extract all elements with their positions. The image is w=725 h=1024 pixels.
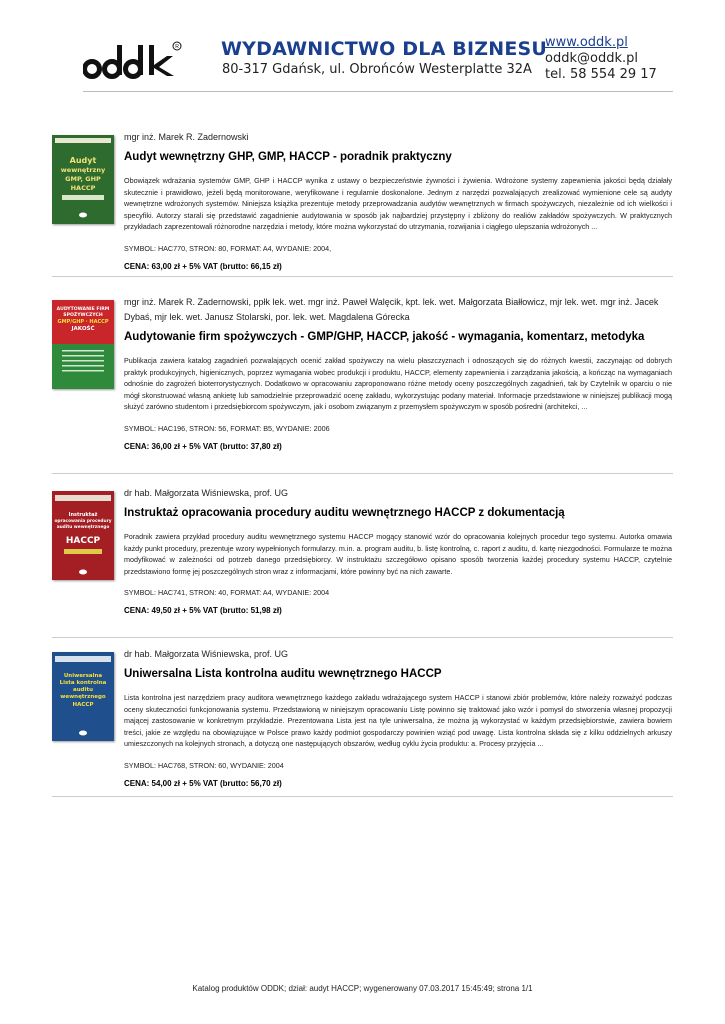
svg-text:auditu wewnętrznego: auditu wewnętrznego: [56, 525, 110, 530]
svg-text:GMP, GHP: GMP, GHP: [65, 175, 101, 183]
svg-text:GMP/GHP · HACCP: GMP/GHP · HACCP: [57, 319, 109, 325]
svg-text:Lista kontrolna: Lista kontrolna: [59, 680, 107, 686]
svg-text:Instruktaż: Instruktaż: [68, 512, 98, 518]
product-description: Poradnik zawiera przykład procedury auditu wewnętrznego systemu HACCP mogący stanowić wzór do opracowania kolejnych procedur tego systemu. Autorka omawia każdy punkt procedury, prezentuje wzory wypełnionych formularzy. m.in. a. program auditu, b. listę kontrolną, c. raport z auditu, d. kartę niezgodności. Formularze te można modyfikować w zależności od potrzeb danego przedsiębiorcy. W instruktażu szczegółowo opisano sposób tworzenia każdej procedury systemu HACCP, czytelnie przedstawiono formę jej poszczególnych stron wraz z informacjami, które powinny być na nich zawarte.: [124, 532, 672, 576]
header-divider: [83, 91, 673, 92]
book-cover-image: [52, 652, 114, 741]
product-title[interactable]: Audytowanie firm spożywczych - GMP/GHP, HACCP, jakość - wymagania, komentarz, metodyka: [124, 331, 645, 343]
book-cover-image: [52, 491, 114, 580]
svg-text:AUDYTOWANIE FIRM: AUDYTOWANIE FIRM: [56, 307, 110, 312]
svg-text:HACCP: HACCP: [70, 184, 96, 192]
product-authors: mgr inż. Marek R. Zadernowski, ppłk lek. wet. mgr inż. Paweł Walęcik, kpt. lek. wet. Małgorzata Białłowicz, mjr lek. wet. mgr inż. Jacek Dybaś, mjr lek. wet. Janusz Stolarski, por. lek. wet. Magdalena Górecka: [124, 297, 659, 322]
page-header: [0, 0, 725, 95]
product-authors: dr hab. Małgorzata Wiśniewska, prof. UG: [124, 649, 289, 659]
product-price: CENA: 63,00 zł + 5% VAT (brutto: 66,15 zł): [124, 261, 282, 271]
publisher-title: WYDAWNICTWO DLA BIZNESU: [221, 38, 548, 60]
book-cover[interactable]: [52, 652, 114, 741]
svg-text:Audyt: Audyt: [69, 156, 97, 165]
svg-text:wewnętrzny: wewnętrzny: [60, 166, 106, 174]
book-cover[interactable]: [52, 491, 114, 580]
product-meta: SYMBOL: HAC768, STRON: 60, WYDANIE: 2004: [124, 760, 284, 770]
item-divider: [52, 276, 673, 277]
product-meta: SYMBOL: HAC196, STRON: 56, FORMAT: B5, WYDANIE: 2006: [124, 423, 330, 433]
email-link[interactable]: oddk@oddk.pl: [545, 51, 638, 66]
oddk-logo: [83, 40, 183, 80]
product-description: Lista kontrolna jest narzędziem pracy auditora wewnętrznego każdego zakładu wdrażającego system HACCP i stanowi zbiór problemów, które należy rozważyć podczas oceny skuteczności funkcjonowania systemu. Przedstawioną w niniejszym opracowaniu Listę powinno się traktować jako wzór i pomysł do stworzenia własnej propozycji mającej zastosowanie w konkretnym przykładzie. Prezentowana Lista jest na tyle uniwersalna, że można ją wykorzystać w każdym przedsiębiorstwie, zawiera bowiem treści, jakie ze względu na obowiązujące w Polsce prawo każdy podmiot gospodarczy powinien wziąć pod uwagę. Lista kontrolna składa się z kilku oddzielnych arkuszy umieszczonych na kolejnych stronach, a dotyczą one następujących obszarów, według cyklu życia produktu: a. Procesy przyjęcia ...: [124, 693, 672, 748]
svg-text:R: R: [175, 44, 179, 50]
product-price: CENA: 36,00 zł + 5% VAT (brutto: 37,80 zł): [124, 441, 282, 451]
item-divider: [52, 473, 673, 474]
product-price: CENA: 54,00 zł + 5% VAT (brutto: 56,70 zł): [124, 778, 282, 788]
book-cover[interactable]: [52, 300, 114, 389]
product-description: Obowiązek wdrażania systemów GMP, GHP i HACCP wynika z ustawy o bezpieczeństwie żywności i żywienia. Wdrożone systemy zapewnienia jakości będą działały skutecznie i prawidłowo, jeżeli będą monitorowane, weryfikowane i regularnie doskonalone. Jednym z narzędzi pozwalających zrealizować wymienione cele są audyty wewnętrzne wdrożonych systemów. Niniejsza książka prezentuje metody przeprowadzania audytów wewnętrznych w firmach spożywczych, niezależnie od ich wielkości i specyfiki. Autorzy starali się przedstawić zagadnienie audytowania w sposób jak najbardziej przystępny i zbliżony do realiów zakładów spożywczych. W praktycznych przykładach zaprezentowali różnorodne narzędzia i metody, które można wykorzystać do utrzymania, rozwijania i ciągłego ulepszania wdrożonych ...: [124, 176, 672, 231]
product-title[interactable]: Uniwersalna Lista kontrolna auditu wewnętrznego HACCP: [124, 668, 442, 680]
product-authors: dr hab. Małgorzata Wiśniewska, prof. UG: [124, 488, 289, 498]
svg-text:JAKOŚĆ: JAKOŚĆ: [71, 326, 95, 332]
product-title[interactable]: Instruktaż opracowania procedury auditu wewnętrznego HACCP z dokumentacją: [124, 507, 565, 519]
book-cover[interactable]: [52, 135, 114, 224]
publisher-address: 80-317 Gdańsk, ul. Obrońców Westerplatte 32A: [222, 62, 532, 77]
product-meta: SYMBOL: HAC741, STRON: 40, FORMAT: A4, WYDANIE: 2004: [124, 588, 330, 597]
book-cover-image: [52, 135, 114, 224]
svg-text:HACCP: HACCP: [72, 702, 94, 708]
product-meta: SYMBOL: HAC770, STRON: 80, FORMAT: A4, WYDANIE: 2004,: [124, 243, 332, 253]
item-divider: [52, 796, 673, 797]
svg-text:opracowania procedury: opracowania procedury: [54, 519, 112, 524]
svg-text:HACCP: HACCP: [65, 536, 101, 546]
item-divider: [52, 637, 673, 638]
page-footer: Katalog produktów ODDK; dział: audyt HACCP; wygenerowany 07.03.2017 15:45:49; strona 1/1: [192, 984, 533, 993]
product-price: CENA: 49,50 zł + 5% VAT (brutto: 51,98 zł): [124, 606, 282, 615]
contact-block: [545, 35, 657, 83]
book-cover-image: [52, 300, 114, 389]
svg-text:SPOŻYWCZYCH: SPOŻYWCZYCH: [63, 313, 103, 318]
phone-number: tel. 58 554 29 17: [545, 67, 657, 82]
product-authors: mgr inż. Marek R. Zadernowski: [124, 132, 249, 142]
website-link[interactable]: www.oddk.pl: [545, 35, 628, 50]
svg-text:wewnętrznego: wewnętrznego: [60, 694, 106, 700]
svg-text:auditu: auditu: [73, 687, 93, 693]
product-title[interactable]: Audyt wewnętrzny GHP, GMP, HACCP - poradnik praktyczny: [124, 151, 452, 163]
product-description: Publikacja zawiera katalog zagadnień pozwalających ocenić zakład spożywczy na wielu płaszczyznach i odnoszących się do różnych kwestii, zaczynając od dobrych praktyk produkcyjnych, higienicznych, poprzez wymagania wobec produkcji i produktu, HACCP, elementy zapewnienia i zarządzania jakością, a kończąc na wymaganiach odnośnie do zagrożeń bioterrorystycznych. Dodatkowo w opracowaniu zaproponowano różne metody oceny poszczególnych zagadnień, tak by Czytelnik w oparciu o nie mógł skonstruować własną ankietę lub samodzielnie przeprowadzić ocenę zakładu, wykorzystując podany materiał. Informacje przedstawione w niniejszej publikacji mogą służyć zarówno studentom i przedsiębiorcom spożywczym, jak i osobom związanym z przemysłem spożywczym w sposób pośredni (architekci, ...: [124, 356, 672, 411]
svg-text:Uniwersalna: Uniwersalna: [63, 673, 103, 679]
